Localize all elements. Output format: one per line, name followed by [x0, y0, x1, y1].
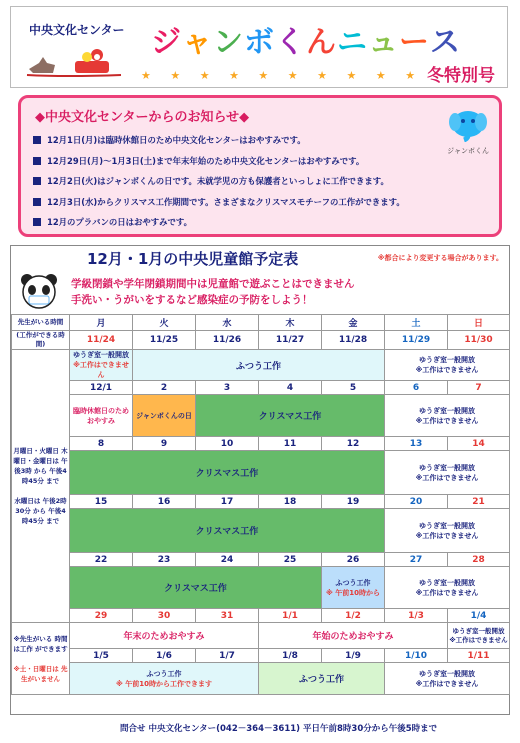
special-issue-label: 冬特別号 [427, 66, 495, 86]
corner-cell: 先生がいる時間 [12, 315, 70, 331]
title-char: ニ [337, 25, 368, 60]
schedule-table [11, 314, 510, 695]
date-cell: 1/7 [196, 649, 259, 663]
notice-list [33, 130, 453, 233]
date-cell: 7 [448, 381, 510, 395]
notice-title: ◆中央文化センターからのお知らせ◆ [35, 110, 250, 125]
date-cell: 31 [196, 609, 259, 623]
date-cell: 1/10 [385, 649, 448, 663]
date-cell: 1/8 [259, 649, 322, 663]
star-decoration: ★ ★ ★ ★ ★ ★ ★ ★ ★ ★ [141, 69, 424, 82]
date-cell: 11 [259, 437, 322, 451]
date-cell: 21 [448, 495, 510, 509]
date-cell: 1/9 [322, 649, 385, 663]
date-cell: 1/1 [259, 609, 322, 623]
day-header: 火 [133, 315, 196, 331]
title-char: く [275, 25, 306, 60]
date-cell: 11/30 [448, 331, 510, 350]
event-cell: ジャンボくんの日 [133, 395, 196, 437]
list-item: 12月29日(月)～1月3日(土)まで年末年始のため中央文化センターはおやすみです。 [33, 151, 453, 172]
event-cell: ゆうぎ室一般開放 ※工作はできません [70, 350, 133, 381]
newsletter-header [10, 6, 508, 88]
schedule-section [10, 245, 510, 715]
event-cell: クリスマス工作 [196, 395, 385, 437]
event-cell: クリスマス工作 [70, 451, 385, 495]
date-cell: 13 [385, 437, 448, 451]
title-char: ュ [368, 25, 399, 60]
event-cell: ゆうぎ室一般開放 ※工作はできません [385, 567, 510, 609]
date-cell: 19 [322, 495, 385, 509]
list-item: 12月のプラバンの日はおやすみです。 [33, 212, 453, 233]
date-cell: 20 [385, 495, 448, 509]
day-header: 日 [448, 315, 510, 331]
date-cell: 8 [70, 437, 133, 451]
hours-note-weekend: ※先生がいる 時間は工作 ができます ※土・日曜日は 先生がいません [12, 623, 70, 695]
date-cell: 2 [133, 381, 196, 395]
date-cell: 11/29 [385, 331, 448, 350]
event-cell: ふつう工作 [133, 350, 385, 381]
date-cell: 30 [133, 609, 196, 623]
event-cell: ゆうぎ室一般開放 ※工作はできません [385, 451, 510, 495]
mascot [447, 108, 489, 156]
date-cell: 5 [322, 381, 385, 395]
date-cell: 1/3 [385, 609, 448, 623]
date-cell: 12/1 [70, 381, 133, 395]
date-cell: 18 [259, 495, 322, 509]
event-cell: ゆうぎ室一般開放 ※工作はできません [385, 395, 510, 437]
warning-text: 学級閉鎖や学年閉鎖期間中は児童館で遊ぶことはできません 手洗い・うがいをするなど感染症の予防をしよう！ [71, 278, 355, 306]
schedule-title: 12月・1月の中央児童館予定表 [87, 250, 299, 268]
date-cell: 6 [385, 381, 448, 395]
date-cell: 16 [133, 495, 196, 509]
date-cell: 26 [322, 553, 385, 567]
date-cell: 25 [259, 553, 322, 567]
title-char: ス [430, 25, 461, 60]
event-cell: ゆうぎ室一般開放 ※工作はできません [448, 623, 510, 649]
day-header: 土 [385, 315, 448, 331]
center-name: 中央文化センター [29, 23, 125, 37]
date-cell: 11/28 [322, 331, 385, 350]
list-item: 12月1日(月)は臨時休館日のため中央文化センターはおやすみです。 [33, 130, 453, 151]
date-cell: 1/6 [133, 649, 196, 663]
date-cell: 24 [196, 553, 259, 567]
date-cell: 23 [133, 553, 196, 567]
date-cell: 17 [196, 495, 259, 509]
day-header: 金 [322, 315, 385, 331]
event-cell: クリスマス工作 [70, 567, 322, 609]
newsletter-title [151, 17, 461, 61]
date-cell: 4 [259, 381, 322, 395]
hours-note-weekday: 月曜日・火曜日 木曜日・金曜日は 午後3時 から 午後4時45分 まで 水曜日は 午後2時30分 から 午後4時45分 まで [12, 350, 70, 623]
event-cell: ゆうぎ室一般開放 ※工作はできません [385, 350, 510, 381]
date-cell: 10 [196, 437, 259, 451]
date-cell: 15 [70, 495, 133, 509]
day-header: 水 [196, 315, 259, 331]
mascot-label: ジャンボくん [447, 147, 489, 155]
date-cell: 27 [385, 553, 448, 567]
event-cell: 年末のためおやすみ [70, 623, 259, 649]
event-cell: クリスマス工作 [70, 509, 385, 553]
date-cell: 14 [448, 437, 510, 451]
title-char: ン [213, 25, 244, 60]
footer-contact: 問合せ 中央文化センター(042－364－3611) 平日午前8時30分から午後5時まで [120, 724, 438, 734]
event-cell: ゆうぎ室一般開放 ※工作はできません [385, 663, 510, 695]
event-cell: ゆうぎ室一般開放 ※工作はできません [385, 509, 510, 553]
title-char: ャ [182, 25, 213, 60]
date-cell: 9 [133, 437, 196, 451]
day-header: 月 [70, 315, 133, 331]
date-cell: 1/5 [70, 649, 133, 663]
event-cell: ふつう工作 [259, 663, 385, 695]
date-cell: 3 [196, 381, 259, 395]
date-cell: 11/25 [133, 331, 196, 350]
title-char: ボ [244, 25, 275, 60]
list-item: 12月2日(火)はジャンボくんの日です。未就学児の方も保護者といっしょに工作できます。 [33, 171, 453, 192]
title-char: ん [306, 25, 337, 60]
title-char: ー [399, 25, 430, 60]
date-cell: 22 [70, 553, 133, 567]
date-cell: 11/27 [259, 331, 322, 350]
event-cell: ふつう工作 ※ 午前10時から工作できます [70, 663, 259, 695]
event-cell: 臨時休館日のためおやすみ [70, 395, 133, 437]
date-cell: 1/4 [448, 609, 510, 623]
event-cell: 年始のためおやすみ [259, 623, 448, 649]
date-cell: 28 [448, 553, 510, 567]
date-cell: 12 [322, 437, 385, 451]
date-cell: 11/24 [70, 331, 133, 350]
corner-cell: (工作ができる時間) [12, 331, 70, 350]
date-cell: 29 [70, 609, 133, 623]
date-cell: 1/11 [448, 649, 510, 663]
schedule-note: ※都合により変更する場合があります。 [377, 254, 503, 262]
date-cell: 1/2 [322, 609, 385, 623]
list-item: 12月3日(水)からクリスマス工作期間です。さまざまなクリスマスモチーフの工作ができます。 [33, 192, 453, 213]
day-header: 木 [259, 315, 322, 331]
event-cell: ふつう工作 ※ 午前10時から [322, 567, 385, 609]
santa-sleigh-illustration [25, 47, 125, 81]
notice-box [18, 95, 502, 237]
date-cell: 11/26 [196, 331, 259, 350]
panda-illustration [17, 272, 61, 310]
elephant-mascot-icon [448, 108, 488, 142]
title-char: ジ [151, 25, 182, 60]
